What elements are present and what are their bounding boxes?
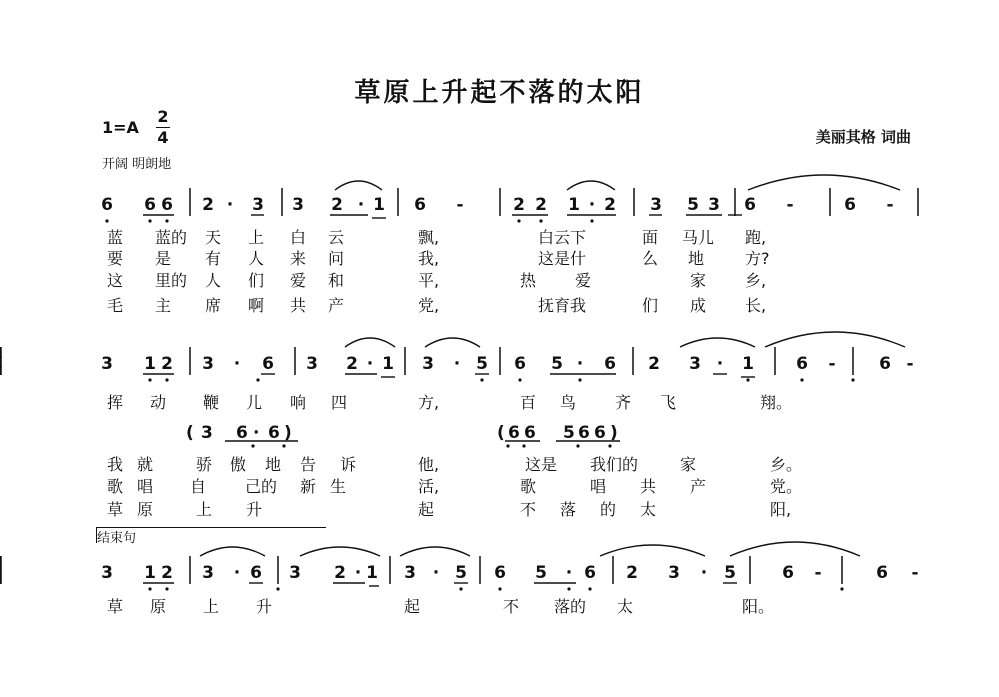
note: 1: [366, 563, 378, 583]
note: 6: [796, 354, 808, 374]
lyric: 们: [642, 296, 659, 315]
note: -: [828, 354, 836, 374]
lyric: 挥: [107, 393, 124, 412]
note: 5: [687, 195, 699, 215]
lyric: 唱: [137, 477, 154, 496]
lyric: 和: [328, 271, 345, 290]
note: 1: [568, 195, 580, 215]
lyric: 来: [290, 249, 307, 268]
alt-note: ): [284, 423, 292, 443]
slur: [680, 338, 755, 347]
lyric: 成: [690, 296, 707, 315]
slur: [567, 181, 615, 190]
octave-dot: [506, 444, 509, 447]
lyric: 升: [256, 597, 273, 616]
octave-dot: [590, 219, 593, 222]
lyric: 太: [640, 500, 657, 519]
lyric: 诉: [340, 455, 357, 474]
octave-dot: [105, 219, 108, 222]
lyric: 四: [331, 393, 348, 412]
lyric: 儿: [246, 393, 263, 412]
lyric: 席: [205, 296, 222, 315]
alt-note: 3: [201, 423, 213, 443]
lyric: 家: [680, 455, 697, 474]
lyric: 这是: [525, 455, 558, 474]
octave-dot: [539, 219, 542, 222]
lyric: 云: [328, 228, 345, 247]
time-signature-numerator: 2: [157, 107, 169, 126]
lyric: 人: [248, 249, 265, 268]
lyric: 啊: [248, 296, 265, 315]
lyric: 么: [642, 249, 659, 268]
lyric: 不: [520, 500, 537, 519]
note: 3: [708, 195, 720, 215]
lyric: 新: [300, 477, 317, 496]
note: -: [456, 195, 464, 215]
lyric: 草: [107, 597, 124, 616]
note: 2: [202, 195, 214, 215]
lyric: 产: [690, 477, 707, 496]
lyric: 平,: [418, 271, 440, 290]
note: 6: [101, 195, 113, 215]
note: 6: [876, 563, 888, 583]
note: 3: [202, 563, 214, 583]
octave-dot: [800, 378, 803, 381]
alt-note: 6: [524, 423, 536, 443]
time-signature-denominator: 4: [157, 128, 169, 147]
lyric: 己的: [245, 477, 278, 496]
note: 2: [334, 563, 346, 583]
note: 1: [373, 195, 385, 215]
ending-label: 结束句: [97, 531, 137, 546]
octave-dot: [256, 378, 259, 381]
note: 2: [346, 354, 358, 374]
lyric: 的: [600, 500, 617, 519]
note: 3: [650, 195, 662, 215]
note: 2: [513, 195, 525, 215]
octave-dot: [608, 444, 611, 447]
tempo-marking: 开阔 明朗地: [102, 157, 172, 172]
lyric: 面: [642, 228, 659, 247]
note: 2: [604, 195, 616, 215]
lyric: 阳,: [770, 500, 792, 519]
alt-note: ·: [253, 423, 260, 443]
lyric: 爱: [290, 271, 307, 290]
lyric: 蓝的: [155, 228, 188, 247]
octave-dot: [165, 587, 168, 590]
alt-note: 6: [268, 423, 280, 443]
octave-dot: [567, 587, 570, 590]
note: 5: [455, 563, 467, 583]
octave-dot: [282, 444, 285, 447]
note: 6: [494, 563, 506, 583]
octave-dot: [165, 219, 168, 222]
note: ·: [233, 354, 241, 374]
note: 6: [744, 195, 756, 215]
lyric: 方?: [745, 249, 770, 268]
slur: [300, 547, 380, 556]
lyric: 太: [617, 597, 634, 616]
alt-note: 6: [578, 423, 590, 443]
note: -: [786, 195, 794, 215]
octave-dot: [518, 378, 521, 381]
slur: [400, 547, 470, 556]
octave-dot: [517, 219, 520, 222]
note: 6: [584, 563, 596, 583]
lyric: 傲: [230, 455, 247, 474]
note: ·: [432, 563, 440, 583]
lyric: 共: [290, 296, 307, 315]
lyric: 人: [205, 271, 222, 290]
lyric: 长,: [745, 296, 767, 315]
note: 1: [742, 354, 754, 374]
lyric: 地: [688, 249, 705, 268]
note: 3: [289, 563, 301, 583]
octave-dot: [578, 378, 581, 381]
lyric: 鞭: [203, 393, 220, 412]
note: -: [886, 195, 894, 215]
lyric: 地: [265, 455, 282, 474]
note: 2: [161, 563, 173, 583]
lyric: 抚育我: [538, 296, 587, 315]
octave-dot: [148, 219, 151, 222]
lyric: 上: [203, 597, 220, 616]
lyric: 这是什: [538, 249, 587, 268]
lyric: 乡,: [745, 271, 767, 290]
lyric: 我们的: [590, 455, 639, 474]
slur: [345, 338, 395, 347]
song-title: 草原上升起不落的太阳: [354, 78, 645, 108]
slur: [765, 332, 905, 347]
note: 3: [292, 195, 304, 215]
octave-dot: [251, 444, 254, 447]
lyric: 告: [300, 455, 317, 474]
octave-dot: [276, 587, 279, 590]
octave-dot: [746, 378, 749, 381]
note: 3: [306, 354, 318, 374]
lyric: 起: [418, 500, 435, 519]
note: 5: [476, 354, 488, 374]
octave-dot: [480, 378, 483, 381]
lyric: 白: [290, 228, 307, 247]
lyric: 歌: [107, 477, 124, 496]
note: ·: [366, 354, 374, 374]
lyric: 响: [290, 393, 307, 412]
octave-dot: [148, 587, 151, 590]
lyric: 翔。: [760, 393, 793, 412]
alt-note: 6: [236, 423, 248, 443]
lyric: 乡。: [770, 455, 803, 474]
lyric: 原: [137, 500, 154, 519]
note: 2: [331, 195, 343, 215]
note: 2: [648, 354, 660, 374]
lyric: 我,: [418, 249, 440, 268]
lyric: 齐: [615, 393, 632, 412]
lyric: 有: [205, 249, 222, 268]
lyric: 爱: [575, 271, 592, 290]
lyric: 起: [404, 597, 421, 616]
lyric: 落的: [554, 597, 587, 616]
lyric: 要: [107, 249, 124, 268]
lyric: 天: [205, 228, 222, 247]
credit: 美丽其格 词曲: [815, 128, 911, 146]
note: 2: [161, 354, 173, 374]
lyric: 就: [137, 455, 154, 474]
lyric: 上: [196, 500, 213, 519]
lyric: 歌: [520, 477, 537, 496]
lyric: 飞: [660, 393, 677, 412]
note: -: [911, 563, 919, 583]
note: 3: [252, 195, 264, 215]
slur: [200, 547, 265, 556]
lyric: 毛: [107, 296, 124, 315]
alt-note: 5: [563, 423, 575, 443]
lyric: 家: [690, 271, 707, 290]
lyric: 这: [107, 271, 124, 290]
note: 3: [404, 563, 416, 583]
note: 1: [382, 354, 394, 374]
lyric: 百: [520, 393, 537, 412]
note: 6: [844, 195, 856, 215]
lyric: 是: [155, 249, 172, 268]
lyric: 我: [107, 455, 124, 474]
lyric: 共: [640, 477, 657, 496]
lyric: 生: [330, 477, 347, 496]
octave-dot: [148, 378, 151, 381]
lyric: 鸟: [560, 393, 577, 412]
note: ·: [565, 563, 573, 583]
alt-note: 6: [594, 423, 606, 443]
note: 6: [250, 563, 262, 583]
slur: [730, 542, 860, 556]
note: 5: [551, 354, 563, 374]
lyric: 动: [150, 393, 167, 412]
note: -: [906, 354, 914, 374]
note: ·: [700, 563, 708, 583]
note: 6: [782, 563, 794, 583]
slur: [600, 545, 705, 556]
note: ·: [226, 195, 234, 215]
note: ·: [716, 354, 724, 374]
lyric: 草: [107, 500, 124, 519]
note: 3: [689, 354, 701, 374]
lyric: 唱: [590, 477, 607, 496]
octave-dot: [165, 378, 168, 381]
lyric: 产: [328, 296, 345, 315]
lyric: 骄: [196, 455, 213, 474]
note: 3: [101, 354, 113, 374]
lyric: 里的: [155, 271, 188, 290]
lyric: 自: [190, 477, 207, 496]
lyric: 飘,: [418, 228, 440, 247]
note: 6: [414, 195, 426, 215]
lyric: 升: [246, 500, 263, 519]
lyric: 方,: [418, 393, 440, 412]
note: 1: [144, 563, 156, 583]
octave-dot: [498, 587, 501, 590]
note: 3: [101, 563, 113, 583]
slur: [748, 175, 900, 190]
note: 6: [161, 195, 173, 215]
lyric: 他,: [418, 455, 440, 474]
note: 6: [604, 354, 616, 374]
note: -: [814, 563, 822, 583]
note: 3: [202, 354, 214, 374]
alt-note: 6: [508, 423, 520, 443]
note: ·: [588, 195, 596, 215]
octave-dot: [522, 444, 525, 447]
lyric: 白云下: [538, 228, 587, 247]
lyric: 阳。: [742, 597, 775, 616]
note: ·: [354, 563, 362, 583]
key-signature: 1=A: [102, 118, 139, 137]
slur: [425, 338, 480, 347]
note: ·: [357, 195, 365, 215]
alt-note: ): [610, 423, 618, 443]
octave-dot: [576, 444, 579, 447]
note: 6: [514, 354, 526, 374]
note: ·: [576, 354, 584, 374]
note: 2: [626, 563, 638, 583]
octave-dot: [588, 587, 591, 590]
lyric: 党,: [418, 296, 440, 315]
note: ·: [453, 354, 461, 374]
lyric: 落: [560, 500, 577, 519]
alt-note: (: [497, 423, 505, 443]
lyric: 蓝: [107, 228, 124, 247]
lyric: 不: [503, 597, 520, 616]
note: 6: [262, 354, 274, 374]
alt-note: (: [186, 423, 194, 443]
note: 5: [535, 563, 547, 583]
note: 5: [724, 563, 736, 583]
octave-dot: [851, 378, 854, 381]
lyric: 上: [248, 228, 265, 247]
lyric: 热: [520, 271, 537, 290]
note: 1: [144, 354, 156, 374]
lyric: 们: [248, 271, 265, 290]
lyric: 问: [328, 249, 345, 268]
note: 2: [535, 195, 547, 215]
note: 3: [668, 563, 680, 583]
note: ·: [233, 563, 241, 583]
octave-dot: [840, 587, 843, 590]
lyric: 跑,: [745, 228, 767, 247]
lyric: 原: [150, 597, 167, 616]
note: 6: [879, 354, 891, 374]
octave-dot: [459, 587, 462, 590]
note: 6: [144, 195, 156, 215]
lyric: 活,: [418, 477, 440, 496]
slur: [335, 181, 382, 190]
lyric: 马儿: [682, 228, 715, 247]
lyric: 党。: [770, 477, 803, 496]
lyric: 主: [155, 296, 172, 315]
note: 3: [422, 354, 434, 374]
